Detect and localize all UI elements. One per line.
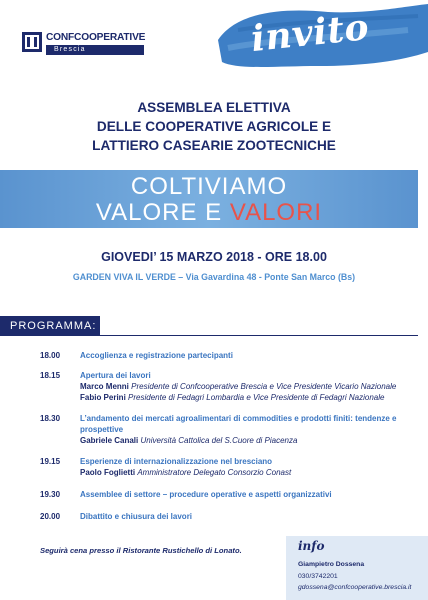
- agenda-time: 19.15: [40, 457, 61, 466]
- speaker-name: Fabio Perini: [80, 393, 126, 402]
- slogan-line-1: COLTIVIAMO: [130, 173, 288, 200]
- speaker-role: Amministratore Delegato Consorzio Conast: [137, 468, 292, 477]
- info-contact-name: Giampietro Dossena: [298, 561, 365, 568]
- agenda-speaker: [80, 467, 400, 478]
- agenda-title: Apertura dei lavori: [80, 371, 151, 380]
- assembly-title: [0, 98, 428, 155]
- invito-title: invito: [249, 5, 371, 61]
- info-label: info: [298, 539, 325, 553]
- slogan-line-2: [0, 199, 418, 227]
- logo-name: CONFCOOPERATIVE: [46, 32, 146, 43]
- speaker-name: Gabriele Canali: [80, 436, 139, 445]
- agenda-title: Assemblee di settore – procedure operative e aspetti organizzativi: [80, 490, 332, 499]
- agenda-time: 18.00: [40, 351, 61, 360]
- logo-city: Brescia: [46, 45, 144, 55]
- agenda-title: L’andamento dei mercati agroalimentari di commodities e prodotti finiti: tendenze e prospettive: [80, 414, 397, 434]
- programma-divider: [100, 335, 418, 336]
- speaker-role: Presidente di Fedagri Lombardia e Vice Presidente di Fedagri Nazionale: [128, 393, 385, 402]
- agenda-title: Accoglienza e registrazione partecipanti: [80, 351, 233, 360]
- speaker-role: Università Cattolica del S.Cuore di Piacenza: [140, 436, 298, 445]
- agenda-time: 18.30: [40, 414, 61, 423]
- event-venue: GARDEN VIVA IL VERDE – Via Gavardina 48 - Ponte San Marco (Bs): [72, 272, 356, 282]
- assembly-line-1: ASSEMBLEA ELETTIVA: [137, 100, 291, 115]
- agenda-time: 19.30: [40, 490, 61, 499]
- confcooperative-logo: [22, 28, 144, 64]
- speaker-role: Presidente di Confcooperative Brescia e Vice Presidente Vicario Nazionale: [131, 382, 397, 391]
- assembly-line-2: DELLE COOPERATIVE AGRICOLE E: [96, 119, 332, 134]
- speaker-name: Paolo Foglietti: [80, 468, 136, 477]
- event-date: GIOVEDI’ 15 MARZO 2018 - ORE 18.00: [101, 250, 327, 264]
- slogan-part-b: VALORI: [229, 199, 323, 226]
- programma-heading: PROGRAMMA:: [0, 316, 100, 336]
- info-email-link[interactable]: gdossena@confcooperative.brescia.it: [298, 584, 412, 591]
- slogan-part-a: VALORE E: [95, 199, 230, 226]
- info-phone: 030/3742201: [298, 573, 338, 580]
- agenda-speaker: [80, 392, 400, 403]
- agenda-speaker: [80, 435, 400, 446]
- dinner-note: Seguirà cena presso il Ristorante Rustichello di Lonato.: [40, 546, 242, 555]
- speaker-name: Marco Menni: [80, 382, 129, 391]
- assembly-line-3: LATTIERO CASEARIE ZOOTECNICHE: [92, 138, 336, 153]
- confcooperative-mark-icon: [22, 32, 42, 52]
- agenda-speaker: [80, 381, 400, 392]
- agenda-title: Dibattito e chiusura dei lavori: [80, 512, 193, 521]
- agenda-time: 18.15: [40, 371, 61, 380]
- agenda-title: Esperienze di internazionalizzazione nel bresciano: [80, 457, 273, 466]
- agenda-time: 20.00: [40, 512, 61, 521]
